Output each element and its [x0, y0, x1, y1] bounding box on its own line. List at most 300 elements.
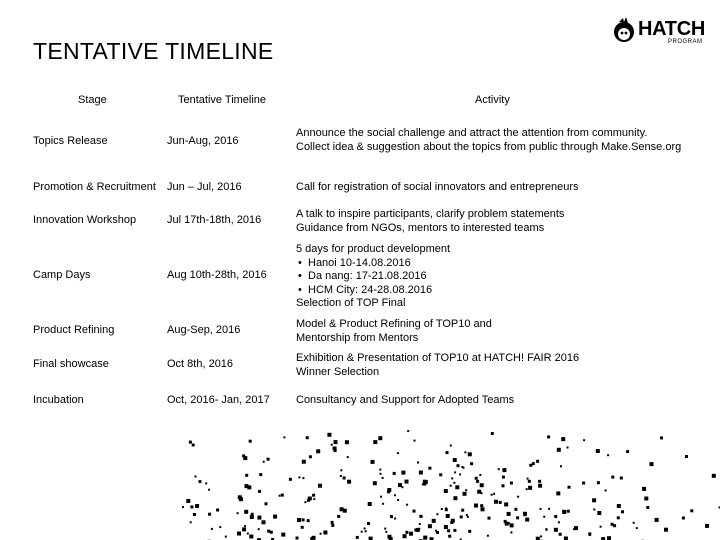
- decorative-dot: [247, 533, 249, 535]
- decorative-dot: [205, 482, 207, 484]
- decorative-dot: [547, 435, 550, 438]
- decorative-dot: [195, 476, 197, 478]
- decorative-dot: [524, 514, 526, 516]
- decorative-dot: [474, 504, 478, 508]
- decorative-dot: [219, 526, 221, 528]
- decorative-dot: [394, 518, 396, 520]
- decorative-dot: [463, 492, 467, 496]
- decorative-dot: [451, 477, 453, 479]
- decorative-dot: [451, 519, 455, 523]
- decorative-dot: [428, 467, 431, 470]
- decorative-dot: [705, 524, 709, 528]
- decorative-dot: [316, 449, 320, 453]
- decorative-dot: [559, 533, 562, 536]
- decorative-dot: [298, 476, 300, 478]
- decorative-dot: [365, 530, 367, 532]
- decorative-dot: [237, 512, 239, 514]
- decorative-dot: [445, 508, 448, 511]
- decorative-dot: [436, 513, 438, 515]
- decorative-dot: [690, 509, 693, 512]
- decorative-dot: [270, 531, 273, 534]
- decorative-dot: [617, 516, 620, 519]
- decorative-dot: [502, 484, 505, 487]
- decorative-dot: [450, 485, 452, 487]
- decorative-dot: [554, 528, 558, 532]
- decorative-dot: [611, 476, 614, 479]
- decorative-dot: [340, 469, 342, 471]
- decorative-dot: [644, 497, 648, 501]
- decorative-dot: [273, 515, 277, 519]
- activity-line: 5 days for product development: [296, 243, 451, 255]
- decorative-dot: [397, 452, 399, 454]
- activity-line: A talk to inspire participants, clarify problem statements: [296, 208, 565, 220]
- decorative-dot: [556, 491, 560, 495]
- decorative-dot: [368, 502, 372, 506]
- decorative-dot: [356, 536, 359, 539]
- decorative-dot: [251, 513, 254, 516]
- activity-line: Winner Selection: [296, 365, 380, 378]
- decorative-dot: [712, 474, 716, 478]
- decorative-dot: [597, 511, 601, 515]
- decorative-dot: [380, 473, 382, 475]
- decorative-dot: [613, 524, 616, 527]
- decorative-dot: [369, 537, 373, 540]
- decorative-dot: [243, 456, 247, 460]
- decorative-dot: [211, 528, 213, 530]
- decorative-dot: [388, 535, 392, 539]
- decorative-dot: [190, 521, 192, 523]
- decorative-dot: [468, 530, 471, 533]
- decorative-dot: [561, 437, 565, 441]
- decorative-dot: [343, 509, 347, 513]
- decorative-dot: [568, 486, 571, 489]
- decorative-dot: [320, 533, 322, 535]
- decorative-dot: [523, 512, 527, 516]
- decorative-dot: [540, 508, 542, 510]
- decorative-dot: [454, 471, 456, 473]
- decorative-dot: [446, 451, 449, 454]
- stage-incubation: Incubation: [33, 394, 84, 406]
- decorative-dot: [190, 505, 193, 508]
- decorative-dot: [333, 447, 337, 451]
- decorative-dot: [334, 440, 338, 444]
- decorative-dot: [504, 520, 507, 523]
- timeline-product-refining: Aug-Sep, 2016: [167, 324, 241, 336]
- decorative-dot: [421, 516, 423, 518]
- activity-product-refining: [296, 318, 492, 345]
- decorative-dot: [633, 522, 635, 524]
- decorative-dot: [540, 535, 542, 537]
- decorative-dot: [432, 519, 436, 523]
- decorative-dot: [453, 482, 455, 484]
- decorative-dot: [401, 486, 403, 488]
- decorative-dot: [281, 494, 284, 497]
- decorative-dot: [439, 473, 442, 476]
- decorative-dot: [502, 476, 505, 479]
- hatch-logo: [612, 16, 706, 48]
- decorative-dot: [611, 523, 614, 526]
- decorative-dot: [239, 497, 243, 501]
- decorative-dot: [249, 440, 252, 443]
- decorative-dot: [605, 490, 607, 492]
- decorative-dot: [548, 508, 550, 510]
- decorative-dot: [475, 477, 478, 480]
- decorative-dot: [192, 444, 195, 447]
- decorative-dot: [621, 510, 624, 513]
- camp-locations-list: [296, 257, 450, 298]
- decorative-dot: [423, 480, 427, 484]
- decorative-dot: [301, 526, 304, 529]
- decorative-dot: [479, 474, 481, 476]
- decorative-dot: [373, 481, 377, 485]
- decorative-dot: [244, 525, 246, 527]
- list-item: • Hanoi 10-14.08.2016: [296, 257, 450, 271]
- decorative-dot: [323, 531, 327, 535]
- decorative-dot: [208, 489, 210, 491]
- decorative-dot: [390, 515, 393, 518]
- decorative-dot: [447, 529, 450, 532]
- decorative-dot: [493, 493, 495, 495]
- decorative-dot: [186, 499, 190, 503]
- decorative-dot: [302, 460, 306, 464]
- decorative-dot: [448, 535, 451, 538]
- decorative-dot: [514, 508, 517, 511]
- decorative-dot: [626, 450, 629, 453]
- activity-final-showcase: [296, 352, 579, 379]
- decorative-dot: [560, 465, 562, 467]
- decorative-dot: [498, 468, 500, 470]
- timeline-promotion: Jun – Jul, 2016: [167, 181, 242, 193]
- decorative-dot: [250, 515, 254, 519]
- decorative-dot: [554, 515, 557, 518]
- activity-line: Guidance from NGOs, mentors to interested teams: [296, 221, 545, 234]
- decorative-dot: [682, 517, 685, 520]
- decorative-dot: [337, 515, 340, 518]
- decorative-dot: [464, 451, 466, 453]
- decorative-dot: [318, 484, 322, 488]
- decorative-dot: [436, 531, 439, 534]
- decorative-dot: [466, 514, 468, 516]
- decorative-dot: [262, 520, 266, 524]
- decorative-dot: [650, 462, 654, 466]
- decorative-dot: [307, 499, 310, 502]
- decorative-dot: [504, 502, 508, 506]
- activity-line: Announce the social challenge and attract the attention from community.: [296, 127, 648, 139]
- decorative-dot: [481, 492, 483, 494]
- decorative-dot: [345, 440, 349, 444]
- activity-promotion: Call for registration of social innovators and entrepreneurs: [296, 181, 579, 193]
- header-activity: Activity: [475, 94, 510, 106]
- decorative-dot: [327, 433, 331, 437]
- decorative-dot: [238, 495, 242, 499]
- stage-innovation-workshop: Innovation Workshop: [33, 214, 137, 226]
- decorative-dot: [334, 449, 337, 452]
- decorative-dot: [435, 530, 437, 532]
- decorative-dot: [481, 507, 485, 511]
- decorative-dot: [189, 441, 192, 444]
- activity-topics-release: [296, 127, 681, 154]
- decorative-dot: [465, 489, 467, 491]
- decorative-dot: [546, 529, 548, 531]
- decorative-dot: [384, 528, 386, 530]
- decorative-dot: [536, 460, 539, 463]
- decorative-dot: [309, 455, 312, 458]
- decorative-dot: [528, 480, 531, 483]
- decorative-dot: [655, 518, 659, 522]
- decorative-dot: [373, 440, 377, 444]
- decorative-dot: [380, 496, 382, 498]
- decorative-dot: [470, 462, 473, 465]
- decorative-dot: [517, 496, 519, 498]
- decorative-dot: [423, 483, 426, 486]
- decorative-dot: [409, 532, 413, 536]
- activity-incubation: Consultancy and Support for Adopted Teams: [296, 394, 515, 406]
- decorative-dot: [660, 436, 663, 439]
- decorative-dot: [685, 455, 688, 458]
- decorative-dot: [265, 502, 268, 505]
- decorative-dot: [596, 449, 600, 453]
- decorative-dot: [463, 467, 465, 469]
- decorative-dot: [312, 494, 315, 497]
- list-item: • Da nang: 17-21.08.2016: [296, 270, 450, 284]
- decorative-dot: [302, 518, 305, 521]
- decorative-dot: [417, 462, 419, 464]
- decorative-dot: [182, 506, 184, 508]
- decorative-dot: [502, 468, 506, 472]
- decorative-dot: [378, 436, 382, 440]
- decorative-dot: [620, 477, 623, 480]
- decorative-dot: [193, 513, 196, 516]
- page-title: TENTATIVE TIMELINE: [33, 38, 274, 64]
- decorative-dot: [418, 528, 420, 530]
- decorative-dot: [453, 529, 456, 532]
- decorative-dot: [382, 503, 384, 505]
- decorative-dot: [414, 440, 416, 442]
- decorative-dot: [589, 534, 591, 536]
- activity-camp-days: [296, 243, 450, 311]
- decorative-dot: [545, 528, 547, 530]
- logo-subtext: PROGRAM: [668, 39, 703, 45]
- decorative-dot: [636, 527, 638, 529]
- decorative-dot: [281, 533, 285, 537]
- decorative-dot: [597, 481, 600, 484]
- stage-product-refining: Product Refining: [33, 324, 115, 336]
- decorative-dot: [529, 464, 532, 467]
- decorative-dot: [525, 518, 529, 522]
- decorative-dot: [249, 535, 253, 539]
- decorative-dot: [510, 531, 512, 533]
- decorative-dot: [394, 494, 396, 496]
- decorative-dot: [267, 530, 270, 533]
- decorative-dot: [382, 477, 384, 479]
- decorative-dot: [407, 430, 409, 432]
- decorative-dot: [258, 528, 260, 530]
- decorative-dot: [567, 510, 570, 513]
- decorative-dot: [491, 494, 493, 496]
- stage-camp-days: Camp Days: [33, 269, 91, 281]
- decorative-dot: [461, 466, 463, 468]
- decorative-dot: [387, 490, 390, 493]
- decorative-dot: [642, 487, 646, 491]
- decorative-dot: [258, 490, 261, 493]
- decorative-dot: [491, 432, 494, 435]
- decorative-dot: [306, 436, 309, 439]
- decorative-dot: [592, 498, 596, 502]
- timeline-incubation: Oct, 2016- Jan, 2017: [167, 394, 270, 406]
- decorative-dot: [450, 521, 453, 524]
- timeline-camp-days: Aug 10th-28th, 2016: [167, 269, 267, 281]
- decorative-dot: [419, 523, 421, 525]
- decorative-dot: [480, 504, 483, 507]
- decorative-dot: [245, 474, 248, 477]
- stage-promotion: Promotion & Recruitment: [33, 181, 156, 193]
- decorative-dot: [398, 483, 402, 487]
- decorative-dot: [242, 454, 245, 457]
- activity-innovation-workshop: [296, 208, 564, 235]
- decorative-dot: [414, 529, 417, 532]
- decorative-dot: [313, 498, 315, 500]
- stage-topics-release: Topics Release: [33, 135, 108, 147]
- decorative-dot: [361, 531, 363, 533]
- decorative-dot: [469, 530, 471, 532]
- decorative-dot: [340, 475, 342, 477]
- timeline-topics-release: Jun-Aug, 2016: [167, 135, 239, 147]
- decorative-dot: [308, 497, 312, 501]
- hatch-mascot-icon: [612, 16, 636, 46]
- decorative-dot: [487, 535, 489, 537]
- decorative-dot: [446, 515, 449, 518]
- decorative-dot: [397, 499, 399, 501]
- decorative-dot: [593, 509, 595, 511]
- decorative-dot: [564, 537, 568, 540]
- decorative-dot: [347, 456, 349, 458]
- decorative-dot: [406, 504, 408, 506]
- timeline-innovation-workshop: Jul 17th-18th, 2016: [167, 214, 262, 226]
- decorative-dot: [567, 447, 569, 449]
- decorative-dot: [413, 510, 416, 513]
- logo-wordmark: HATCH: [638, 18, 706, 40]
- decorative-dot: [423, 536, 427, 540]
- decorative-dot: [257, 516, 261, 520]
- decorative-dot: [302, 477, 304, 479]
- decorative-dot: [453, 458, 457, 462]
- decorative-dot: [510, 482, 513, 485]
- decorative-dot: [216, 509, 219, 512]
- decorative-dot: [296, 537, 299, 540]
- decorative-dot: [424, 480, 428, 484]
- decorative-dot: [419, 471, 423, 475]
- decorative-dot: [461, 509, 464, 512]
- decorative-dot: [331, 524, 334, 527]
- header-timeline: Tentative Timeline: [178, 94, 267, 106]
- decorative-dot: [446, 514, 450, 518]
- decorative-dot: [562, 510, 564, 512]
- decorative-dot: [532, 462, 535, 465]
- decorative-dot: [505, 522, 509, 526]
- decorative-dot: [507, 512, 511, 516]
- decorative-dot: [538, 480, 541, 483]
- decorative-dot: [573, 528, 575, 530]
- header-stage: Stage: [78, 94, 107, 106]
- decorative-dot: [528, 486, 532, 490]
- decorative-dot: [279, 495, 281, 497]
- decorative-dot: [607, 536, 611, 540]
- decorative-dot: [259, 473, 262, 476]
- decorative-dot: [242, 527, 246, 531]
- decorative-dot: [450, 445, 452, 447]
- decorative-dot: [527, 478, 529, 480]
- decorative-dot: [600, 526, 602, 528]
- decorative-dot: [405, 531, 408, 534]
- activity-line: Exhibition & Presentation of TOP10 at HATCH! FAIR 2016: [296, 352, 580, 364]
- decorative-dot: [460, 515, 463, 518]
- decorative-dot: [199, 480, 202, 483]
- decorative-dot: [195, 504, 199, 508]
- decorative-dot: [516, 516, 519, 519]
- decorative-dot: [403, 534, 407, 538]
- decorative-dot: [289, 478, 292, 481]
- decorative-dot: [343, 477, 346, 480]
- decorative-dot: [583, 439, 585, 441]
- decorative-dot: [494, 500, 498, 504]
- decorative-dot: [385, 531, 387, 533]
- decorative-dot: [371, 460, 375, 464]
- decorative-dot: [312, 536, 316, 540]
- stage-final-showcase: Final showcase: [33, 358, 109, 370]
- decorative-dot: [393, 472, 396, 475]
- decorative-dot: [304, 501, 306, 503]
- decorative-dot: [347, 480, 351, 484]
- decorative-dot: [225, 536, 227, 538]
- decorative-dot: [387, 488, 391, 492]
- decorative-dot: [562, 510, 566, 514]
- decorative-dot: [558, 521, 560, 523]
- decorative-dot: [538, 484, 542, 488]
- decorative-dot: [428, 524, 432, 528]
- decorative-dot: [405, 480, 409, 484]
- decorative-dot: [588, 532, 591, 535]
- decorative-dot: [297, 518, 301, 522]
- decorative-dot: [267, 458, 270, 461]
- decorative-dot: [445, 507, 447, 509]
- decorative-dot: [510, 523, 514, 527]
- decorative-dot: [283, 436, 285, 438]
- decorative-dot: [244, 510, 248, 514]
- decorative-dot: [379, 469, 381, 471]
- decorative-dot: [453, 496, 457, 500]
- decorative-dot: [480, 483, 484, 487]
- decorative-dot: [457, 464, 460, 467]
- decorative-dot: [307, 519, 310, 522]
- activity-line: Selection of TOP Final: [296, 297, 406, 309]
- decorative-dot: [441, 508, 443, 510]
- decorative-dot: [468, 452, 472, 456]
- activity-line: Mentorship from Mentors: [296, 331, 419, 344]
- decorative-dot: [455, 485, 459, 489]
- activity-line: Collect idea & suggestion about the topics from public through Make.Sense.org: [296, 140, 682, 153]
- decorative-dot: [401, 471, 405, 475]
- decorative-dot: [331, 521, 334, 524]
- decorative-dot: [245, 484, 249, 488]
- decorative-dot: [508, 522, 510, 524]
- decorative-dot: [557, 448, 561, 452]
- decorative-dot: [459, 473, 461, 475]
- decorative-dot: [247, 485, 251, 489]
- decorative-dot: [237, 532, 241, 536]
- decorative-dot: [477, 490, 481, 494]
- decorative-dot: [543, 516, 545, 518]
- decorative-dot: [607, 454, 609, 456]
